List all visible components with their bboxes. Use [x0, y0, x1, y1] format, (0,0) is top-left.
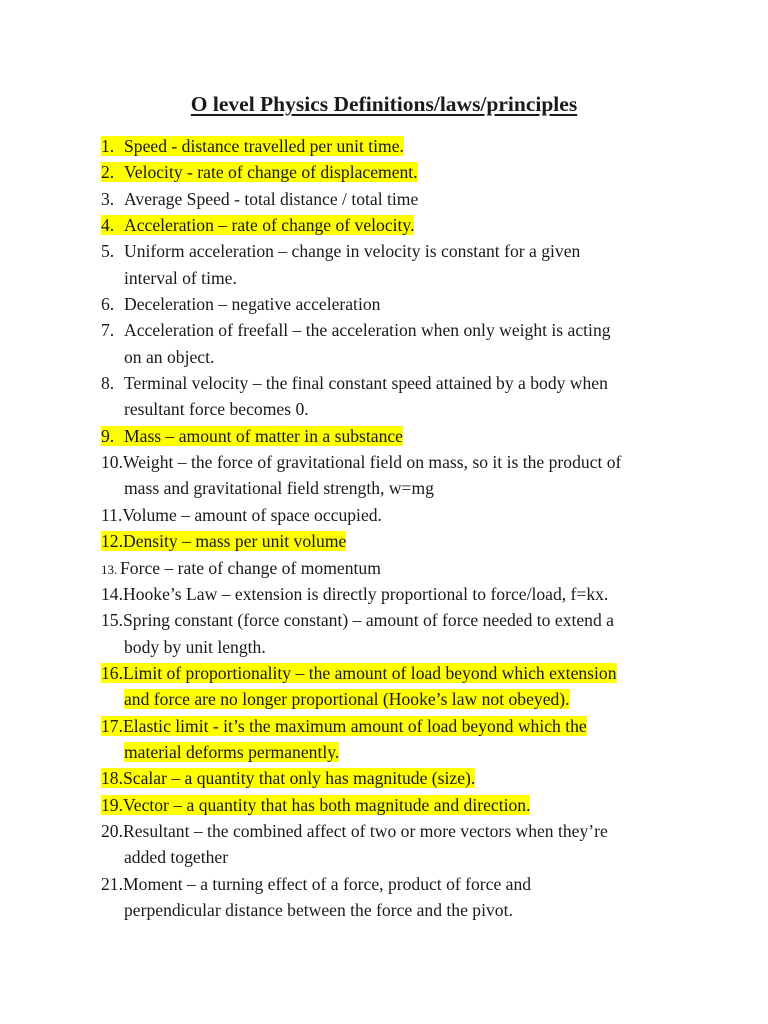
item-first-line	[101, 502, 741, 528]
item-first-line	[101, 555, 741, 581]
list-item	[101, 133, 741, 159]
item-number: 6.	[101, 294, 115, 315]
item-number: 21.	[101, 873, 123, 894]
item-text: Velocity - rate of change of displacement.	[124, 162, 418, 183]
item-text-wrapper	[101, 189, 418, 209]
item-first-line	[101, 133, 741, 159]
item-first-line	[101, 660, 741, 686]
list-item	[101, 423, 741, 449]
item-text: Spring constant (force constant) – amount of force needed to extend a	[123, 610, 614, 631]
item-continuation-line	[101, 739, 741, 765]
item-continuation-line	[101, 265, 741, 291]
highlighted-text	[101, 215, 414, 235]
item-text: Uniform acceleration – change in velocity is constant for a given	[124, 241, 581, 262]
highlighted-text	[124, 742, 339, 762]
item-text: Density – mass per unit volume	[123, 531, 347, 552]
item-continuation-line	[101, 344, 741, 370]
item-text-wrapper	[124, 637, 266, 657]
list-item	[101, 528, 741, 554]
item-text-wrapper	[101, 505, 382, 525]
item-first-line	[101, 792, 741, 818]
item-number: 7.	[101, 320, 115, 341]
item-text-wrapper	[124, 847, 228, 867]
item-text: on an object.	[124, 346, 215, 367]
item-number: 10.	[101, 452, 123, 473]
highlighted-text	[101, 162, 418, 182]
item-number: 14.	[101, 583, 123, 604]
item-number: 11.	[101, 504, 123, 525]
highlighted-text	[101, 136, 404, 156]
item-number: 5.	[101, 241, 115, 262]
item-text: Average Speed - total distance / total time	[124, 188, 419, 209]
item-text: mass and gravitational field strength, w=mg	[124, 478, 434, 499]
item-text: Deceleration – negative acceleration	[124, 294, 381, 315]
item-first-line	[101, 818, 741, 844]
item-continuation-line	[101, 897, 741, 923]
item-text: Hooke’s Law – extension is directly proportional to force/load, f=kx.	[123, 583, 609, 604]
item-continuation-line	[101, 634, 741, 660]
highlighted-text	[101, 426, 403, 446]
item-number: 8.	[101, 373, 115, 394]
item-text-wrapper	[101, 241, 580, 261]
item-continuation-line	[101, 844, 741, 870]
item-text-wrapper	[101, 452, 621, 472]
item-number: 16.	[101, 662, 123, 683]
definitions-list	[101, 133, 741, 923]
item-text: Acceleration – rate of change of velocity.	[124, 215, 415, 236]
item-number: 2.	[101, 162, 115, 183]
list-item	[101, 660, 741, 713]
item-first-line	[101, 449, 741, 475]
item-text-wrapper	[124, 268, 237, 288]
item-text-wrapper	[101, 610, 614, 630]
item-text: Limit of proportionality – the amount of load beyond which extension	[123, 662, 617, 683]
list-item	[101, 818, 741, 871]
item-text-wrapper	[101, 874, 531, 894]
highlighted-text	[124, 689, 570, 709]
highlighted-text	[101, 663, 617, 683]
highlighted-text	[101, 716, 587, 736]
item-number: 12.	[101, 531, 123, 552]
item-text-wrapper	[124, 478, 434, 498]
item-number: 1.	[101, 136, 115, 156]
item-number: 18.	[101, 768, 123, 789]
item-text-wrapper	[101, 558, 381, 578]
item-text: and force are no longer proportional (Hooke’s law not obeyed).	[124, 689, 570, 710]
item-continuation-line	[101, 686, 741, 712]
item-first-line	[101, 317, 741, 343]
item-text: Force – rate of change of momentum	[120, 557, 381, 578]
item-number: 20.	[101, 820, 123, 841]
item-number: 3.	[101, 188, 115, 209]
item-first-line	[101, 370, 741, 396]
item-text: Vector – a quantity that has both magnitude and direction.	[123, 794, 531, 815]
item-first-line	[101, 423, 741, 449]
list-item	[101, 792, 741, 818]
item-first-line	[101, 871, 741, 897]
item-text: Elastic limit - it’s the maximum amount of load beyond which the	[123, 715, 587, 736]
item-number: 17.	[101, 715, 123, 736]
list-item	[101, 765, 741, 791]
item-first-line	[101, 159, 741, 185]
list-item	[101, 581, 741, 607]
item-text-wrapper	[124, 900, 513, 920]
item-text: Speed - distance travelled per unit time.	[124, 136, 404, 156]
item-first-line	[101, 607, 741, 633]
item-text-wrapper	[101, 294, 380, 314]
item-number: 9.	[101, 425, 115, 446]
item-continuation-line	[101, 475, 741, 501]
item-first-line	[101, 291, 741, 317]
list-item	[101, 607, 741, 660]
list-item	[101, 370, 741, 423]
list-item	[101, 713, 741, 766]
item-text: Weight – the force of gravitational field on mass, so it is the product of	[123, 452, 622, 473]
item-text: interval of time.	[124, 267, 237, 288]
page-title: O level Physics Definitions/laws/principles	[190, 92, 578, 116]
item-text: Scalar – a quantity that only has magnitude (size).	[123, 768, 476, 789]
item-text: added together	[124, 847, 229, 868]
item-text-wrapper	[101, 821, 608, 841]
list-item	[101, 449, 741, 502]
item-text: Resultant – the combined affect of two or more vectors when they’re	[123, 820, 608, 841]
item-number: 13.	[101, 561, 118, 577]
item-text: Acceleration of freefall – the acceleration when only weight is acting	[124, 320, 611, 341]
item-text: Moment – a turning effect of a force, product of force and	[123, 873, 532, 894]
item-text: body by unit length.	[124, 636, 266, 657]
item-first-line	[101, 765, 741, 791]
item-text-wrapper	[124, 399, 309, 419]
highlighted-text	[101, 531, 346, 551]
highlighted-text	[101, 795, 530, 815]
item-text: resultant force becomes 0.	[124, 399, 309, 420]
list-item	[101, 555, 741, 581]
list-item	[101, 317, 741, 370]
item-text: material deforms permanently.	[124, 741, 340, 762]
list-item	[101, 291, 741, 317]
list-item	[101, 186, 741, 212]
item-text-wrapper	[101, 373, 608, 393]
item-text-wrapper	[101, 584, 608, 604]
list-item	[101, 871, 741, 924]
item-text-wrapper	[124, 347, 214, 367]
item-first-line	[101, 528, 741, 554]
list-item	[101, 238, 741, 291]
item-text: Mass – amount of matter in a substance	[124, 425, 403, 446]
item-first-line	[101, 238, 741, 264]
item-number: 15.	[101, 610, 123, 631]
item-text: Volume – amount of space occupied.	[122, 504, 382, 525]
item-continuation-line	[101, 396, 741, 422]
list-item	[101, 212, 741, 238]
highlighted-text	[101, 768, 475, 788]
item-first-line	[101, 713, 741, 739]
item-text: perpendicular distance between the force and the pivot.	[124, 899, 513, 920]
item-first-line	[101, 212, 741, 238]
list-item	[101, 159, 741, 185]
item-number: 4.	[101, 215, 115, 236]
item-first-line	[101, 581, 741, 607]
item-text: Terminal velocity – the final constant speed attained by a body when	[124, 373, 608, 394]
list-item	[101, 502, 741, 528]
item-first-line	[101, 186, 741, 212]
item-text-wrapper	[101, 320, 611, 340]
item-number: 19.	[101, 794, 123, 815]
